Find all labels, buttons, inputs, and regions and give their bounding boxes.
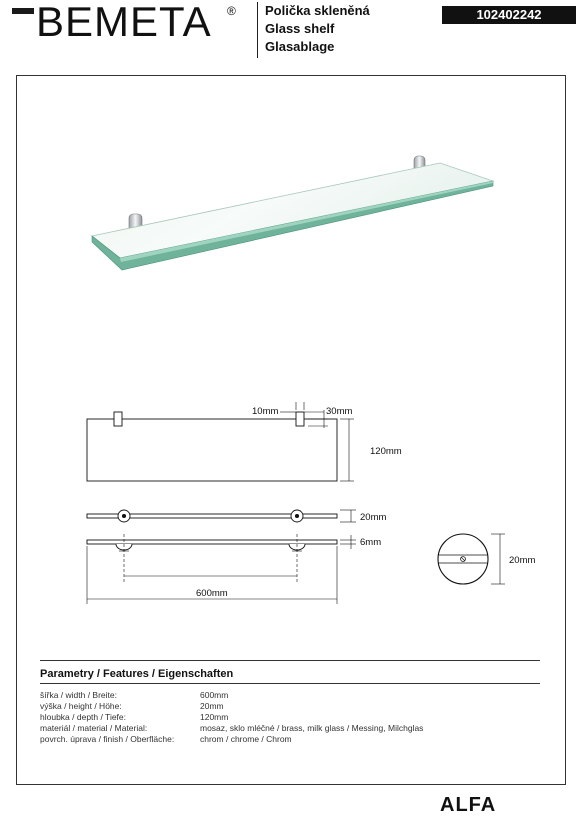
dim-600mm: 600mm	[196, 588, 228, 599]
dim-10mm: 10mm	[252, 406, 279, 417]
top-view-bracket-left	[114, 412, 122, 426]
params-title: Parametry / Features / Eigenschaften	[40, 668, 234, 680]
param-label: materiál / material / Material:	[40, 723, 148, 733]
top-view-bracket-right	[296, 412, 304, 426]
dim-6mm: 6mm	[360, 537, 382, 548]
bottom-view-glass	[87, 540, 337, 544]
dim-20mm-circle: 20mm	[509, 555, 536, 566]
model-name: ALFA	[440, 794, 497, 816]
param-label: hloubka / depth / Tiefe:	[40, 712, 127, 722]
dim-120mm: 120mm	[370, 446, 402, 457]
param-value: mosaz, sklo mléčné / brass, milk glass / Messing, Milchglas	[200, 723, 424, 733]
param-label: výška / height / Höhe:	[40, 701, 122, 711]
product-name-en: Glass shelf	[265, 21, 335, 36]
dim-30mm: 30mm	[326, 406, 353, 417]
dim-20mm-top: 20mm	[360, 512, 387, 523]
brand-name: BEMETA	[36, 0, 212, 45]
param-value: 20mm	[200, 701, 224, 711]
product-code: 102402242	[442, 6, 576, 24]
param-value: 120mm	[200, 712, 229, 722]
param-label: šířka / width / Breite:	[40, 690, 117, 700]
params-rule-top	[40, 660, 540, 661]
top-view-outline	[87, 419, 337, 481]
params-rule-bottom	[40, 683, 540, 684]
product-name-de: Glasablage	[265, 39, 335, 54]
registered-mark: ®	[227, 4, 236, 18]
product-name-cs: Polička skleněná	[265, 3, 370, 18]
param-value: 600mm	[200, 690, 229, 700]
param-label: povrch. úprava / finish / Oberfläche:	[40, 734, 175, 744]
param-value: chrom / chrome / Chrom	[200, 734, 292, 744]
